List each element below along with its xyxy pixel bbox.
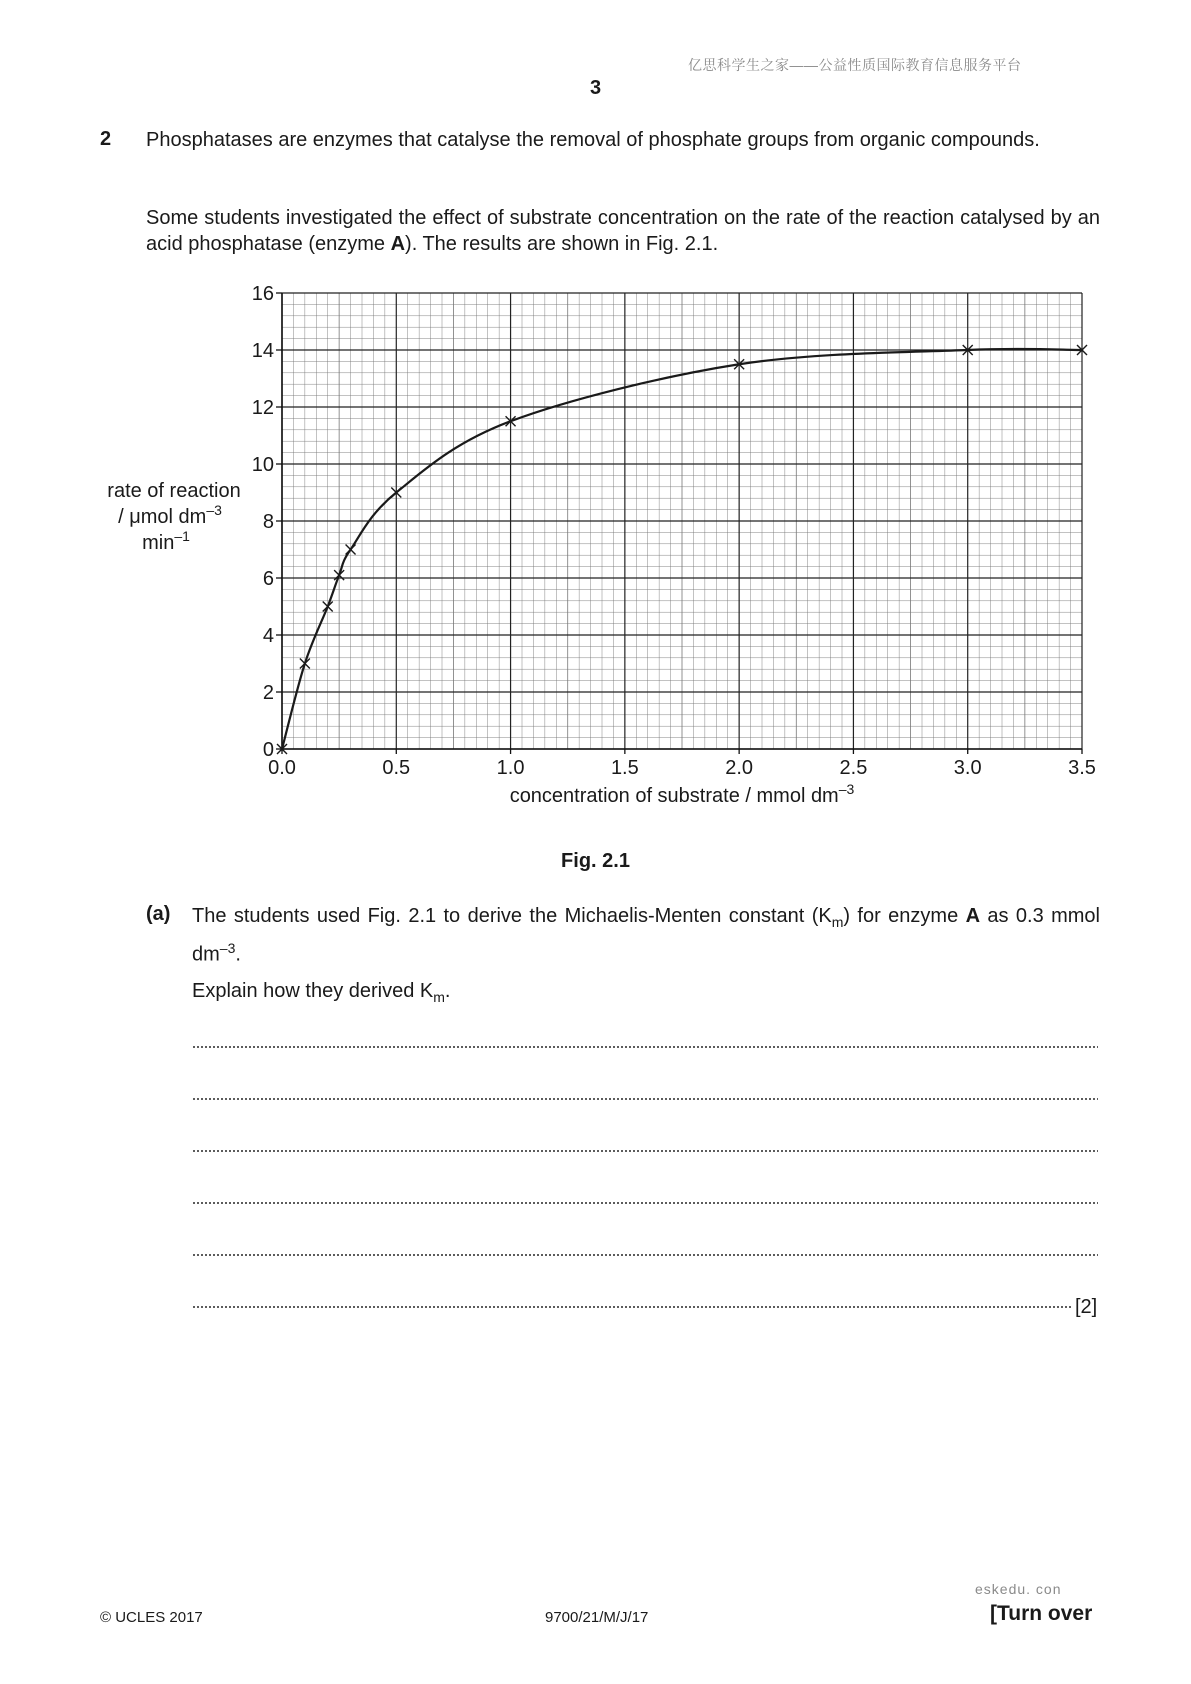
marks-label: [2] (1075, 1296, 1098, 1318)
footer-watermark: eskedu. con (975, 1581, 1062, 1597)
y-axis-label-line2: / μmol $dm^{-3}$ (118, 502, 222, 528)
prompt-km-sub: m (433, 989, 445, 1005)
question-number: 2 (100, 128, 112, 150)
km-subscript: m (831, 914, 844, 930)
y-tick-label: 12 (251, 397, 274, 419)
figure-caption: Fig. 2.1 (561, 850, 630, 872)
part-a-text (192, 903, 1100, 968)
y-tick-label: 4 (262, 625, 274, 647)
answer-line[interactable] (192, 1254, 1098, 1256)
answer-line[interactable] (192, 1046, 1098, 1048)
y-tick-label: 14 (251, 340, 274, 362)
part-a-text-end: . (235, 943, 241, 966)
answer-line[interactable] (192, 1202, 1098, 1204)
x-tick-label: 3.5 (1068, 757, 1096, 779)
answer-line[interactable] (192, 1098, 1098, 1100)
x-tick-label: 1.0 (496, 757, 525, 779)
context-enzyme-label: A (390, 233, 406, 255)
y-tick-label: 2 (262, 682, 274, 704)
chart-ticks (276, 293, 1082, 754)
x-axis-label: concentration of substrate / mmol $dm^{-3}$ (509, 781, 855, 807)
answer-line[interactable] (192, 1306, 1072, 1308)
y-tick-label: 6 (262, 568, 274, 590)
x-tick-label: 0.0 (268, 757, 296, 779)
footer-copyright: © UCLES 2017 (100, 1609, 203, 1626)
answer-line[interactable] (192, 1150, 1098, 1152)
y-axis-label-line3: $\min^{-1}$ (142, 528, 190, 554)
substrate-rate-chart (0, 0, 1191, 830)
y-tick-label: 0 (262, 739, 274, 761)
part-a-enzyme: A (965, 905, 981, 927)
y-axis-label-sup2: –1 (174, 528, 190, 544)
x-tick-label: 2.5 (839, 757, 868, 779)
page-number: 3 (589, 77, 602, 99)
y-tick-label: 8 (262, 511, 274, 533)
part-a-text-2: ) for enzyme (843, 905, 966, 927)
part-a-unit-sup: –3 (219, 940, 236, 956)
y-axis-label-sup: –3 (206, 502, 222, 518)
x-axis-label-sup: –3 (838, 781, 855, 797)
y-axis-label-line1: rate of reaction (107, 480, 241, 502)
part-a-text-1: The students used Fig. 2.1 to derive the Michaelis-Menten constant (K (192, 905, 832, 927)
y-tick-label: 10 (251, 454, 274, 476)
x-tick-label: 2.0 (725, 757, 754, 779)
turn-over-label: [Turn over (990, 1602, 1093, 1625)
part-a-text-3: as 0.3 mmol dm (192, 905, 1100, 966)
header-watermark: 亿思科学生之家——公益性质国际教育信息服务平台 (688, 57, 1022, 73)
y-tick-label: 16 (251, 283, 274, 305)
footer-paper-code: 9700/21/M/J/17 (545, 1609, 649, 1626)
context-text-after: ). The results are shown in Fig. 2.1. (405, 233, 719, 255)
prompt-text: Explain how they derived K (192, 980, 434, 1002)
part-a-label: (a) (146, 903, 171, 925)
question-intro: Phosphatases are enzymes that catalyse the removal of phosphate groups from organic compounds. (146, 129, 1040, 151)
x-tick-label: 1.5 (610, 757, 639, 779)
context-text-before: Some students investigated the effect of substrate concentration on the rate of the reaction catalysed by an acid phosphatase (enzyme (146, 207, 1100, 255)
part-a-prompt (192, 980, 450, 1005)
x-tick-label: 3.0 (953, 757, 982, 779)
x-tick-label: 0.5 (382, 757, 411, 779)
prompt-end: . (444, 980, 451, 1002)
